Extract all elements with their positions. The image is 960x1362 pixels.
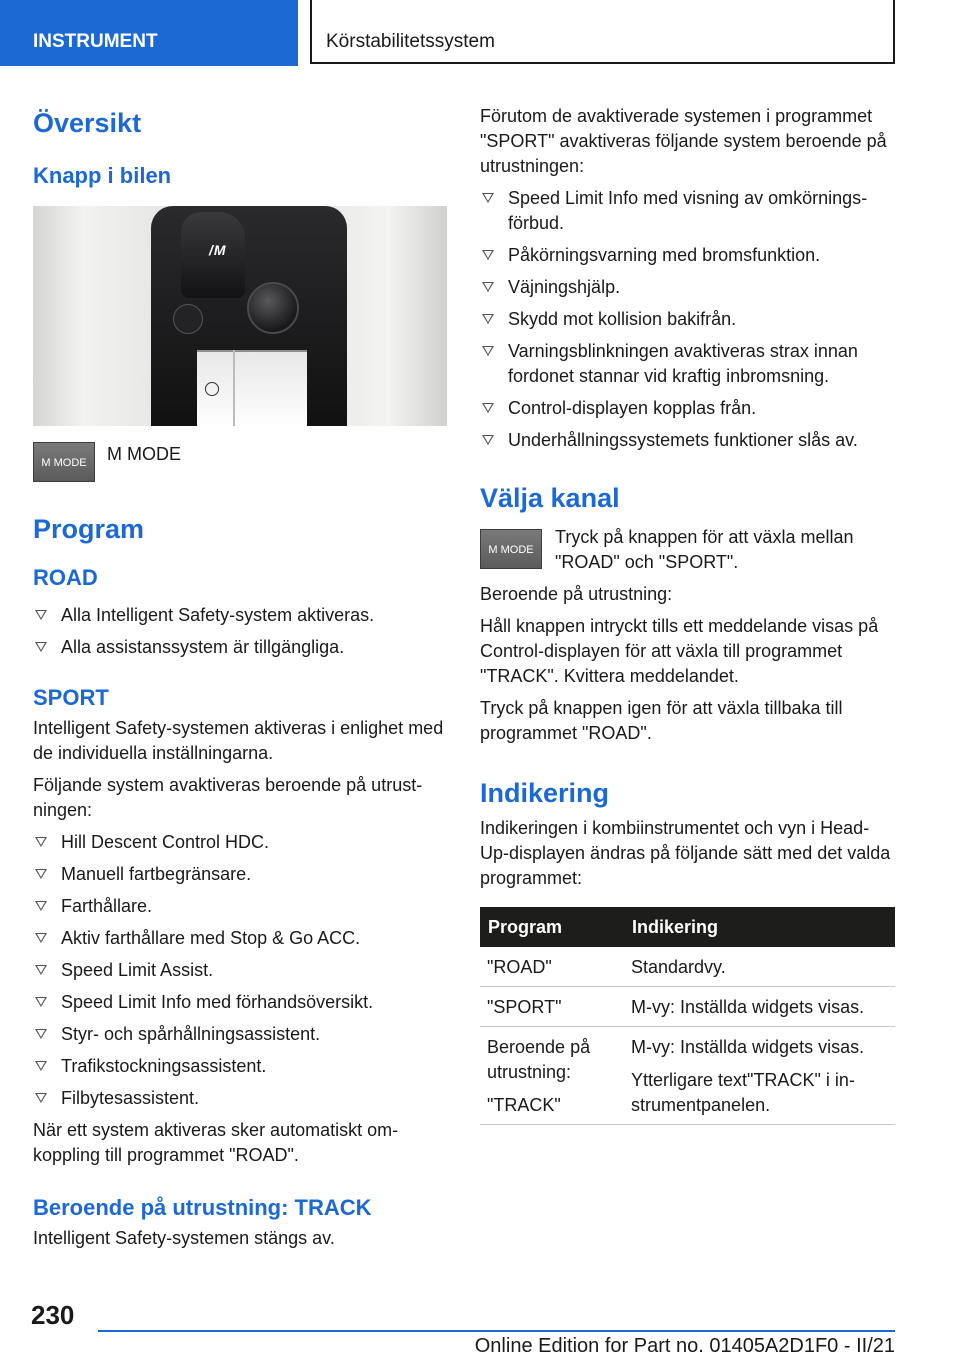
list-item: Styr- och spårhållningsassistent. [33,1022,448,1047]
sport-list [33,830,448,1111]
section-title-program: Program [33,514,145,544]
list-item: Farthållare. [33,894,448,919]
header-topic: Körstabilitetssystem [310,0,895,64]
subtitle-sport: SPORT [33,685,109,710]
triangle-bullet-icon [482,346,494,356]
table-cell-program: "SPORT" [480,987,624,1027]
triangle-bullet-icon [482,250,494,260]
table-header-indication: Indikering [624,907,895,947]
m-logo-badge: /M [209,242,227,258]
controller-dial [247,282,299,334]
indication-table [480,907,895,1125]
right-column [480,96,895,1125]
triangle-bullet-icon [482,435,494,445]
triangle-bullet-icon [35,869,47,879]
triangle-bullet-icon [35,642,47,652]
table-cell-program: Beroende på utrustning: "TRACK" [480,1027,624,1125]
table-header-program: Program [480,907,624,947]
list-item: Påkörningsvarning med bromsfunktion. [480,243,895,268]
channel-instruction-row [480,525,895,575]
triangle-bullet-icon [35,837,47,847]
subtitle-button-in-car: Knapp i bilen [33,163,172,188]
section-title-indication: Indikering [480,778,610,808]
table-row [480,1027,895,1125]
triangle-bullet-icon [35,997,47,1007]
list-item: Aktiv farthållare med Stop & Go ACC. [33,926,448,951]
triangle-bullet-icon [482,314,494,324]
page-number: 230 [31,1300,75,1330]
triangle-bullet-icon [35,610,47,620]
page-header [0,0,896,66]
table-header-row [480,907,895,947]
indication-paragraph: Indikeringen i kombiinstrumentet och vyn i Head-Up-displayen ändras på följande sätt med det valda programmet: [480,818,891,888]
channel-paragraph-1: Beroende på utrustning: [480,584,673,604]
section-title-overview: Översikt [33,108,142,138]
mmode-button[interactable]: M MODE [33,442,95,482]
channel-instruction: Tryck på knappen för att växla mellan "ROAD" och "SPORT". [555,527,854,572]
list-item: Manuell fartbegränsare. [33,862,448,887]
table-row [480,987,895,1027]
center-console-photo [33,206,447,426]
sport-paragraph-3: När ett system aktiveras sker automatiskt omkoppling till programmet "ROAD". [33,1120,399,1165]
mmode-label: M MODE [107,444,181,464]
table-cell-indication: M-vy: Inställda widgets visas. [624,987,895,1027]
list-item: Alla Intelligent Safety-system aktiveras. [33,603,448,628]
extra-systems-list [480,186,895,453]
table-row [480,947,895,987]
triangle-bullet-icon [35,1093,47,1103]
list-item: Alla assistanssystem är tillgängliga. [33,635,448,660]
triangle-bullet-icon [482,282,494,292]
start-stop-button [173,304,203,334]
sport-paragraph-1: Intelligent Safety-systemen aktiveras i enlighet med de individuella inställningarna. [33,718,444,763]
mmode-row [33,442,448,506]
channel-paragraph-3: Tryck på knappen igen för att växla tillbaka till programmet "ROAD". [480,698,843,743]
road-list [33,603,448,660]
list-item: Trafikstockningsassistent. [33,1054,448,1079]
mmode-button[interactable]: M MODE [480,529,542,569]
list-item: Väjningshjälp. [480,275,895,300]
triangle-bullet-icon [482,193,494,203]
pad-divider [233,350,235,426]
list-item: Control-displayen kopplas från. [480,396,895,421]
header-section-tab: INSTRUMENT [0,0,298,66]
triangle-bullet-icon [35,933,47,943]
intro-paragraph: Förutom de avaktiverade systemen i programmet "SPORT" avaktiveras följande system beroende på utrustningen: [480,106,887,176]
channel-paragraph-2: Håll knappen intryckt tills ett meddelande visas på Control-displayen för att växla till programmet "TRACK". Kvittera meddelandet. [480,616,879,686]
triangle-bullet-icon [35,1061,47,1071]
subtitle-road: ROAD [33,565,98,590]
footer-edition: Online Edition for Part no. 01405A2D1F0 - II/21 [474,1335,895,1357]
triangle-bullet-icon [35,901,47,911]
list-item: Varningsblinkningen avaktiveras strax innan fordonet stannar vid kraftig inbromsning. [480,339,895,389]
section-title-select-channel: Välja kanal [480,483,620,513]
table-cell-program: "ROAD" [480,947,624,987]
list-item: Underhållningssystemets funktioner slås av. [480,428,895,453]
list-item: Hill Descent Control HDC. [33,830,448,855]
left-column [33,96,448,1251]
triangle-bullet-icon [482,403,494,413]
list-item: Skydd mot kollision bakifrån. [480,307,895,332]
track-paragraph: Intelligent Safety-systemen stängs av. [33,1228,335,1248]
list-item: Filbytesassistent. [33,1086,448,1111]
power-icon [205,382,219,396]
list-item: Speed Limit Assist. [33,958,448,983]
sport-paragraph-2: Följande system avaktiveras beroende på utrustningen: [33,775,423,820]
triangle-bullet-icon [35,965,47,975]
list-item: Speed Limit Info med visning av omkörningsförbud. [480,186,895,236]
table-cell-indication: Standardvy. [624,947,895,987]
table-cell-indication: M-vy: Inställda widgets visas. Ytterligare text"TRACK" i instrumentpanelen. [624,1027,895,1125]
subtitle-track: Beroende på utrustning: TRACK [33,1195,372,1220]
triangle-bullet-icon [35,1029,47,1039]
list-item: Speed Limit Info med förhandsöversikt. [33,990,448,1015]
